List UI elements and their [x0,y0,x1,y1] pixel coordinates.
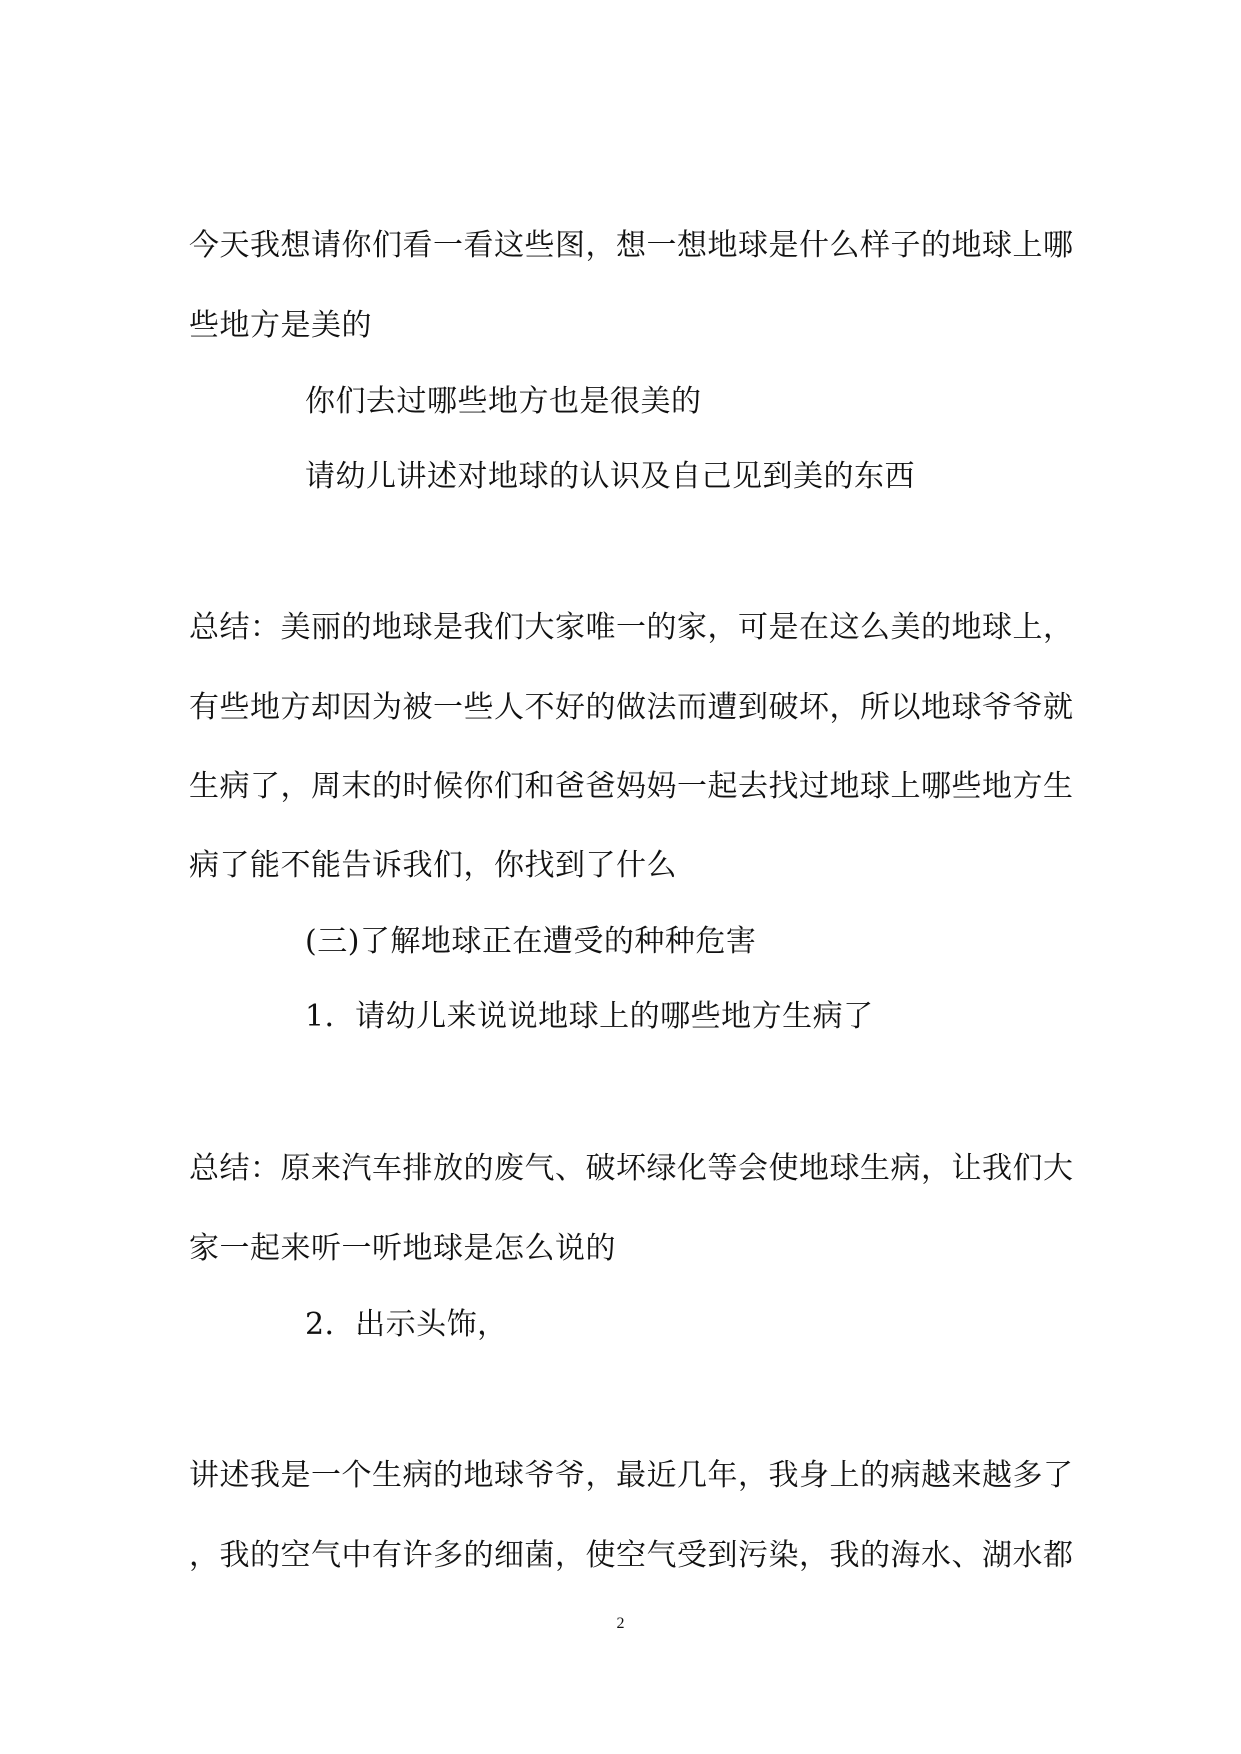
paragraph-line: 病了能不能告诉我们，你找到了什么 [189,848,677,883]
paragraph-line: 总结：原来汽车排放的废气、破坏绿化等会使地球生病，让我们大 [189,1151,1074,1186]
paragraph-line: 总结：美丽的地球是我们大家唯一的家，可是在这么美的地球上， [189,610,1074,645]
list-item: 1．请幼儿来说说地球上的哪些地方生病了 [305,999,874,1034]
paragraph-line: 请幼儿讲述对地球的认识及自己见到美的东西 [305,459,915,494]
list-item: 2．出示头饰， [305,1307,508,1342]
paragraph-line: 有些地方却因为被一些人不好的做法而遭到破坏，所以地球爷爷就 [189,690,1074,725]
paragraph-line: 你们去过哪些地方也是很美的 [305,384,702,419]
section-heading: (三)了解地球正在遭受的种种危害 [305,924,757,959]
paragraph-line: 今天我想请你们看一看这些图，想一想地球是什么样子的地球上哪 [189,228,1074,263]
paragraph-line: 生病了，周末的时候你们和爸爸妈妈一起去找过地球上哪些地方生 [189,769,1074,804]
paragraph-line: 讲述我是一个生病的地球爷爷，最近几年，我身上的病越来越多了 [189,1458,1074,1493]
paragraph-line: 家一起来听一听地球是怎么说的 [189,1231,616,1266]
paragraph-line: 些地方是美的 [189,308,372,343]
paragraph-line: ，我的空气中有许多的细菌，使空气受到污染，我的海水、湖水都 [189,1538,1074,1573]
page-number: 2 [616,1615,625,1632]
